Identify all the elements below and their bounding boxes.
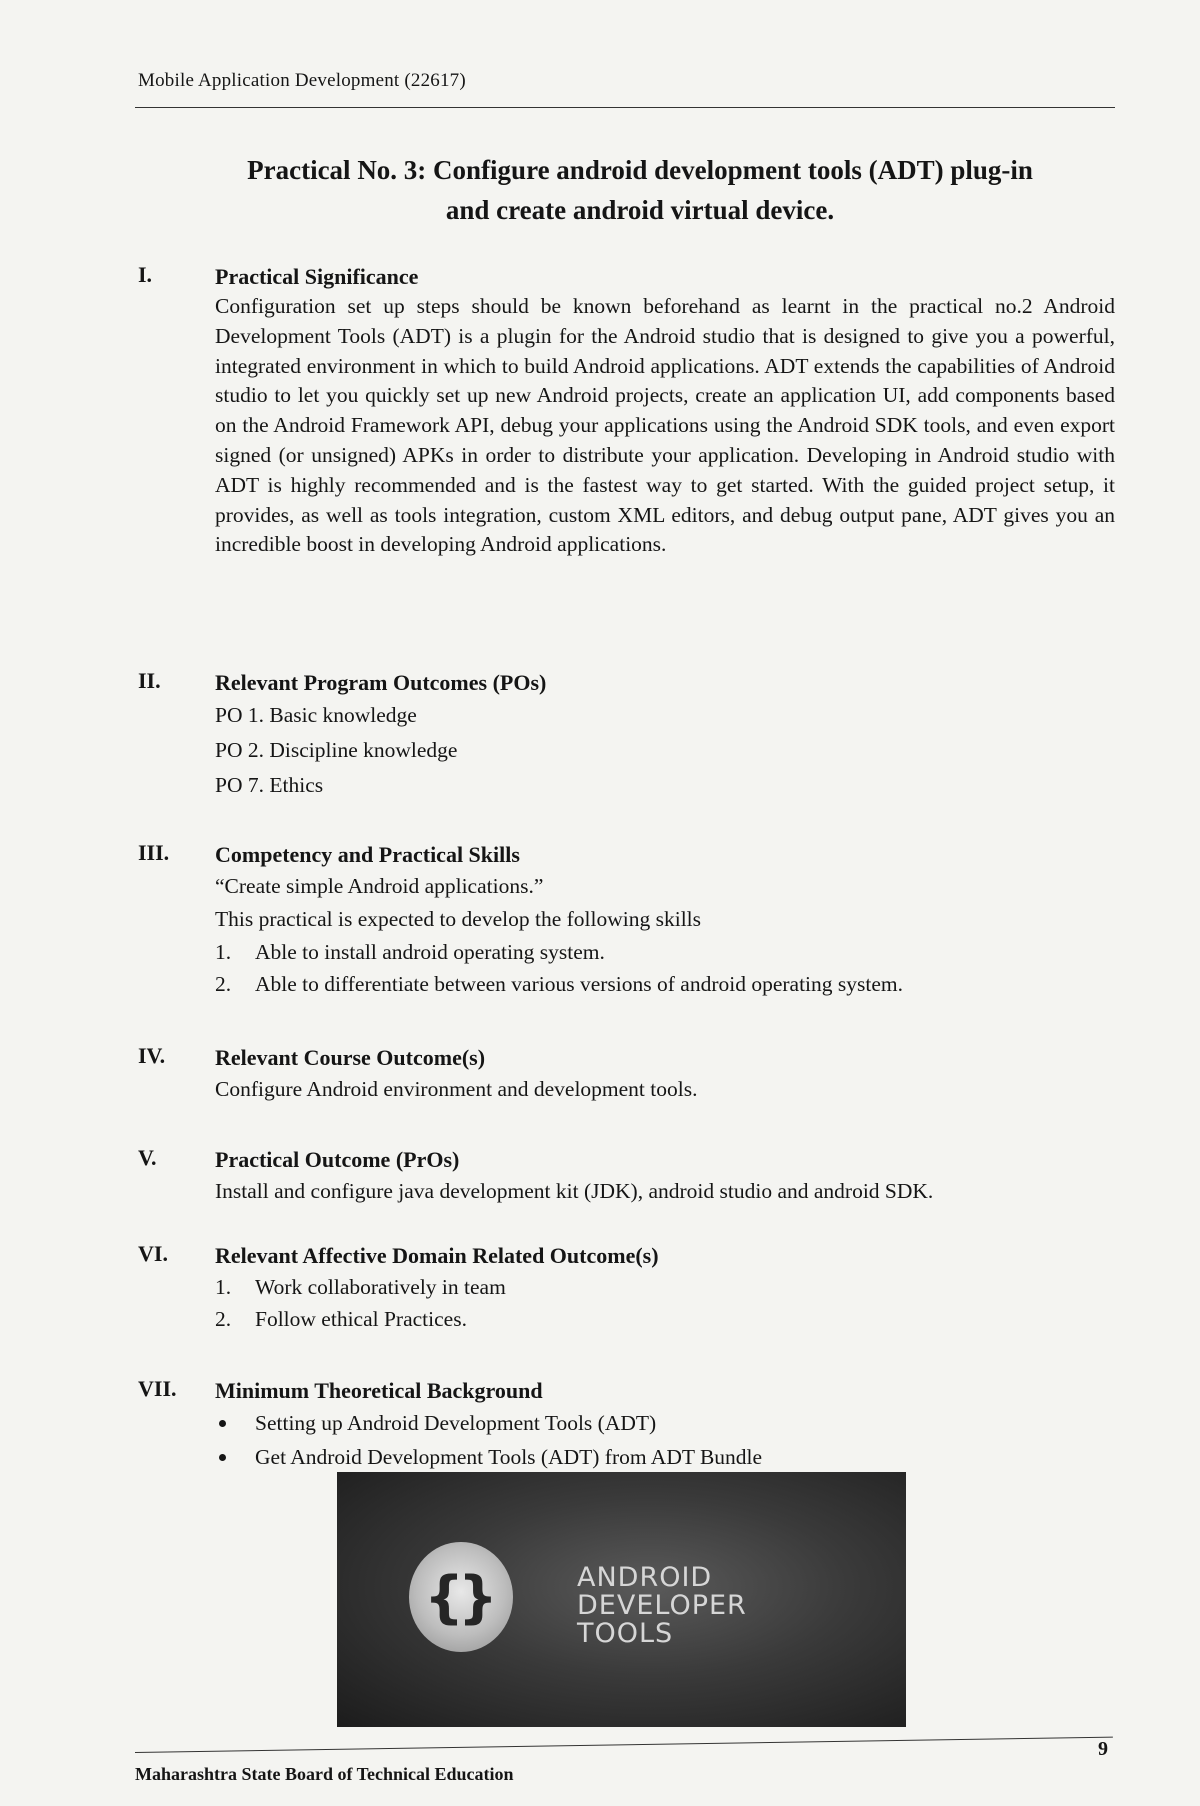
list-item [215, 968, 1115, 1000]
section-title: Practical Outcome (PrOs) [215, 1147, 460, 1172]
section-title: Competency and Practical Skills [215, 842, 520, 867]
list-number: 1. [215, 940, 232, 964]
bullet-item [215, 1406, 1115, 1440]
section-paragraph: Configuration set up steps should be known beforehand as learnt in the practical no.2 Android Development Tools (ADT) is a plugin for the Android studio that is designed to give you a powerful, integrated environment in which to build Android applications. ADT extends the capabilities of Android studio to let you quickly set up new Android projects, create an application UI, add components based on the Android Framework API, debug your applications using the Android SDK tools, and even export signed (or unsigned) APKs in order to distribute your application. Developing in Android studio with ADT is highly recommended and is the fastest way to get started. With the guided project setup, it provides, as well as tools integration, custom XML editors, and debug output pane, ADT gives you an incredible boost in developing Android applications. [215, 294, 1115, 557]
adt-text-line: DEVELOPER [577, 1590, 747, 1621]
header-rule [135, 107, 1115, 108]
section-numeral: III. [138, 840, 170, 865]
section-body [215, 840, 1115, 1000]
running-footer: Maharashtra State Board of Technical Education [135, 1764, 514, 1784]
section-title: Relevant Program Outcomes (POs) [215, 670, 547, 695]
section-title: Minimum Theoretical Background [215, 1378, 543, 1403]
list-text: Able to install android operating system. [255, 940, 605, 964]
skills-list [215, 936, 1115, 1000]
list-number: 2. [215, 972, 232, 996]
list-item [215, 1303, 1115, 1335]
section-body [215, 1241, 1115, 1335]
list-item [215, 1271, 1115, 1303]
list-number: 1. [215, 1275, 232, 1299]
android-developer-tools-image [337, 1472, 906, 1727]
section-numeral: VII. [138, 1376, 177, 1401]
adt-text-line: TOOLS [577, 1618, 674, 1649]
running-header: Mobile Application Development (22617) [138, 70, 466, 91]
adt-image-text [577, 1564, 747, 1648]
practical-title [190, 150, 1090, 230]
section-body [215, 1043, 1115, 1105]
bullet-icon [219, 1420, 226, 1427]
po-item: PO 2. Discipline knowledge [215, 738, 458, 762]
bullet-icon [219, 1454, 226, 1461]
list-number: 2. [215, 1307, 232, 1331]
page-number: 9 [1098, 1738, 1108, 1760]
section-body [215, 1376, 1115, 1474]
footer-rule [135, 1737, 1113, 1753]
section-text: Install and configure java development kit (JDK), android studio and android SDK. [215, 1179, 934, 1203]
competency-quote: “Create simple Android applications.” [215, 874, 544, 898]
list-text: Able to differentiate between various versions of android operating system. [255, 972, 904, 996]
section-body [215, 668, 1115, 803]
po-item: PO 1. Basic knowledge [215, 703, 417, 727]
list-text: Work collaboratively in team [255, 1275, 506, 1299]
list-item [215, 936, 1115, 968]
po-item: PO 7. Ethics [215, 773, 324, 797]
affective-list [215, 1271, 1115, 1335]
bullet-text: Get Android Development Tools (ADT) from ADT Bundle [255, 1445, 763, 1469]
section-title: Relevant Course Outcome(s) [215, 1045, 486, 1070]
adt-text-line: ANDROID [577, 1562, 713, 1593]
section-text: Configure Android environment and development tools. [215, 1077, 698, 1101]
section-title: Relevant Affective Domain Related Outcome(s) [215, 1243, 659, 1268]
section-numeral: VI. [138, 1241, 168, 1266]
section-body [215, 1145, 1115, 1207]
skills-intro: This practical is expected to develop the following skills [215, 907, 702, 931]
section-numeral: I. [138, 262, 153, 287]
adt-logo-glyph: {} [424, 1564, 492, 1630]
list-text: Follow ethical Practices. [255, 1307, 467, 1331]
section-numeral: II. [138, 668, 161, 693]
section-numeral: V. [138, 1145, 157, 1170]
section-body [215, 262, 1115, 560]
title-line-2: and create android virtual device. [445, 195, 835, 225]
bullet-text: Setting up Android Development Tools (ADT) [255, 1411, 657, 1435]
bullet-item [215, 1440, 1115, 1474]
section-title: Practical Significance [215, 264, 419, 289]
title-line-1: Practical No. 3: Configure android development tools (ADT) plug-in [247, 155, 1033, 185]
section-numeral: IV. [138, 1043, 166, 1068]
background-bullets [215, 1406, 1115, 1474]
adt-logo-icon [409, 1542, 513, 1652]
